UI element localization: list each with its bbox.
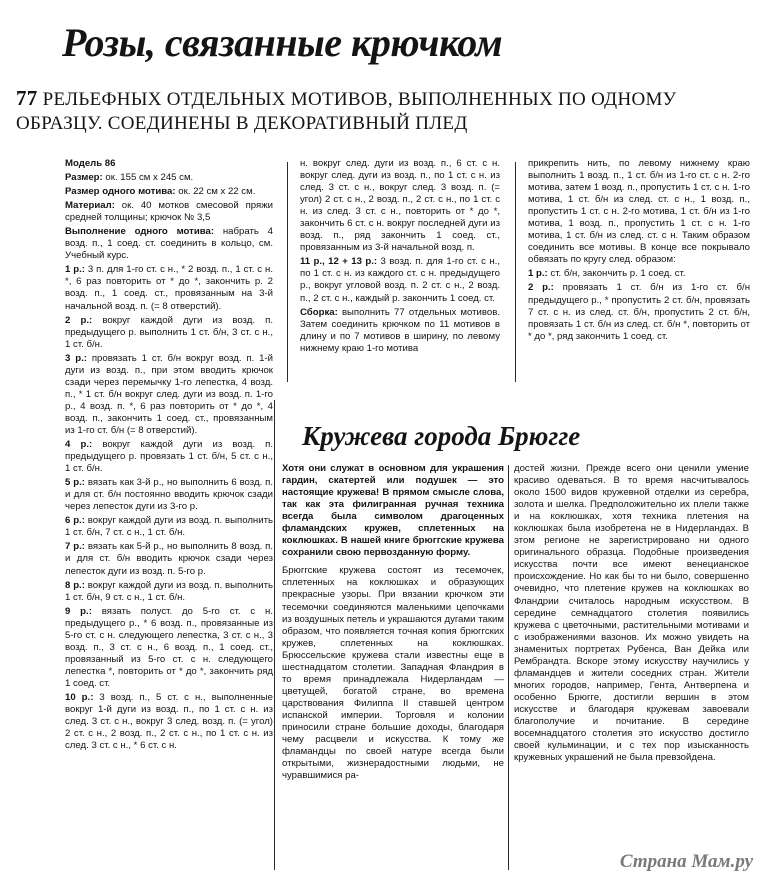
column-divider	[274, 400, 275, 870]
instruction-text: вокруг каждой дуги из возд. п. предыдущего р. провязать 1 ст. б/н, 5 ст. с н., 1 ст. б/н.	[65, 439, 273, 475]
instruction-paragraph	[528, 268, 750, 280]
instruction-label: 6 р.:	[65, 515, 85, 527]
instruction-paragraph	[65, 353, 273, 437]
instruction-label: 2 р.:	[65, 314, 93, 326]
instruction-text: провязать 1 ст. б/н вокруг возд. п. 1-й дуги из возд. п., при этом вводить крючок сзади через перемычку 1-го лепестка, 4 возд. п., * 1 ст. б/н вокруг след. дуги из возд. п. 1-го р., 4 возд. п. *, 6 раз повторить от * до *, 4 возд. п., закончить 1 соед. ст., провязанным из 1-го ст. б/н (= 8 отверстий).	[65, 352, 273, 436]
instruction-paragraph	[65, 200, 273, 224]
column-divider	[515, 162, 516, 382]
instruction-text: ок. 40 мотков смесовой пряжи средней толщины; крючок № 3,5	[65, 200, 273, 224]
column-divider	[508, 465, 509, 870]
page-subtitle	[16, 86, 751, 136]
instruction-text: ок. 22 см х 22 см.	[178, 186, 256, 198]
watermark-logo: Страна Мам.ру	[619, 851, 753, 872]
column-divider	[287, 162, 288, 382]
instruction-label: 10 р.:	[65, 691, 94, 703]
article-title: Кружева города Брюгге	[302, 421, 581, 451]
instruction-text: выполнить 77 отдельных мотивов. Затем соединить крючком по 11 мотивов в длину и по 7 мотивов в ширину, по левому нижнему краю 1-го мотива	[300, 306, 500, 354]
instruction-paragraph	[65, 439, 273, 475]
instruction-text: вязать полуст. до 5-го ст. с н. предыдущего р., * 6 возд. п., провязанные из 5-го ст. с н. следующего лепестка, 3 ст. с н., 3 возд. п., 3 ст. с н., 6 возд. п., 1 соед. ст., провязанный из 5-го ст. с н. следующего лепестка *, повторить от * до *, закончить ряд 1 соед. ст.	[65, 605, 273, 689]
page-title: Розы, связанные крючком	[62, 20, 503, 65]
instruction-label: 11 р., 12 + 13 р.:	[300, 256, 378, 268]
instruction-text: ст. б/н, закончить р. 1 соед. ст.	[550, 268, 686, 280]
subtitle-number: 77	[16, 86, 38, 110]
instruction-text: вокруг каждой дуги из возд. п. выполнить 1 ст. б/н, 7 ст. с н., 1 ст. б/н.	[65, 515, 273, 539]
instructions-column-3	[528, 158, 750, 398]
instructions-column-2	[300, 158, 500, 398]
article-column-1	[282, 463, 504, 875]
instruction-text: вокруг каждой дуги из возд. п. выполнить 1 ст. б/н, 9 ст. с н., 1 ст. б/н.	[65, 579, 273, 603]
instruction-label: 1 р.:	[528, 268, 548, 280]
instruction-label: 3 р.:	[65, 352, 87, 364]
instruction-label: Модель 86	[65, 158, 116, 169]
instruction-paragraph	[300, 158, 500, 254]
article-body-1: Брюггские кружева состоят из тесемочек, сплетенных на коклюшках и образующих прекрасные узоры. При вязании крючком эти тесемочки соединяются маленькими цепочками из воздушных петель и украшаются дугами таким образом, что появляется точная копия брюггских кружев, сплетенных на коклюшках. Брюссельские кружева стали известны еще в шестнадцатом столетии. Западная Фландрия в то время принадлежала Нидерландам — цветущей, богатой стране, во времена царствования Филиппа II ставшей центром испанской империи. Торговля и колонии приносили стране большие доходы, благодаря чему расцвели и искусства. К тому же фламандцы по своей натуре всегда были открытыми, жизнерадостными людьми, не чуравшимися ра-	[282, 565, 504, 782]
instruction-paragraph	[65, 541, 273, 577]
instruction-paragraph	[65, 226, 273, 262]
instruction-text: н. вокруг след. дуги из возд. п., 6 ст. с н. вокруг след. дуги из возд. п., по 1 ст. с н. из след. 3 ст. с н., вокруг след. 3 возд. п. (= угол) 2 ст. с н., 2 возд. п., 2 ст. с н., по 1 ст. с н. из след. 3 ст. с н., повторить от * до *, закончить 6 ст. с н. вокруг последней дуги из возд. п., ряд закончить 1 соед. ст., провязанным из 3-й начальной возд. п.	[300, 158, 500, 254]
instruction-text: прикрепить нить, по левому нижнему краю выполнить 1 возд. п., 1 ст. б/н из 1-го ст. с н. 2-го мотива, затем 1 возд. п., пропустить 1 ст. с н. 1-го мотива, 1 ст. б/н из след. ст. с н., 1 возд. п., пропустить 1 ст. с н. 2-го мотива, 1 ст. б/н из 1-го мотива, 1 возд. п., пропустить 1 ст. с н. 1-го мотива, 1 ст. б/н из след. ст. с н. Таким образом соединить все мотивы. В конце все покрывало обвязать по кругу след. образом:	[528, 158, 750, 266]
instruction-paragraph	[65, 172, 273, 184]
instruction-label: 9 р.:	[65, 605, 92, 617]
instruction-paragraph	[65, 186, 273, 198]
instruction-text: 3 п. для 1-го ст. с н., * 2 возд. п., 1 ст. с н. *, 6 раз повторить от * до *, закончить р. 2 возд. п., 1 соед. ст., провязанным на 3-й начальной возд. п. (= 8 отверстий).	[65, 264, 273, 312]
instruction-text: провязать 1 ст. б/н из 1-го ст. б/н предыдущего р., * пропустить 2 ст. б/н, провязать 7 ст. с н. из след. ст. б/н, пропустить 2 ст. б/н, провязать 1 ст. б/н из след. ст. б/н *, повторить от * до *, ряд закончить 1 соед. ст.	[528, 282, 750, 342]
instruction-label: 7 р.:	[65, 541, 85, 553]
instruction-label: Выполнение одного мотива:	[65, 226, 215, 238]
instruction-text: 3 возд. п., 5 ст. с н., выполненные вокруг 1-й дуги из возд. п., по 1 ст. с н. из след. 3 ст. с н., вокруг 3 след. возд. п. (= угол) 2 ст. с н., 2 возд. п., 2 ст. с н., по 1 ст. с н. из след. 3 ст. с н., * 6 ст. с н.	[65, 691, 273, 752]
subtitle-text: РЕЛЬЕФНЫХ ОТДЕЛЬНЫХ МОТИВОВ, ВЫПОЛНЕННЫХ ПО ОДНОМУ ОБРАЗЦУ. СОЕДИНЕНЫ В ДЕКОРАТИВНЫЙ ПЛЕД	[16, 89, 677, 134]
instruction-paragraph	[65, 692, 273, 752]
article-body-2: достей жизни. Прежде всего они ценили умение красиво одеваться. В то время насчитывалось около 1500 видов кружевной отделки из серебра, золота и шелка. Предположительно их плели также и на коклюшках, хотя техника плетения на коклюшках была изобретена не в Нидерландах. В этом регионе не зарегистрировано ни одного оригинального образца. Подобные произведения искусства почти все имеют венецианское происхождение. Но как бы то ни было, совершенно очевидно, что плетение кружев на коклюшках во Фландрии считалось народным искусством. В середине семнадцатого столетия появились кружева с цветочными, растительными мотивами и с изображениями вазонов. Их можно увидеть на знаменитых портретах Рубенса, Ван Дейка или Рембрандта. Вскоре этому искусству научились у фламандцев и жители соседних стран. Жители многих городов, например, Гента, Антверпена и особенно Брюгге, достигли вершин в этом искусстве и благодаря кружевам завоевали благополучие и почитание. В середине восемнадцатого столетия это искусство достигло своей кульминации, и с тех пор изысканность кружевных украшений не была превзойдена.	[514, 463, 749, 764]
instruction-label: Сборка:	[300, 306, 338, 318]
instruction-text: ок. 155 см х 245 см.	[105, 172, 194, 184]
instruction-paragraph	[65, 580, 273, 604]
instruction-label: 5 р.:	[65, 477, 85, 489]
instructions-column-1	[65, 158, 273, 874]
article-column-2	[514, 463, 749, 875]
instruction-text: 3 возд. п. для 1-го ст. с н., по 1 ст. с н. из каждого ст. с н. предыдущего р., вокруг угловой возд. п. 2 ст. с н., 2 возд. п., 2 ст. с н., каждый р. закончить 1 соед. ст.	[300, 256, 500, 304]
instruction-paragraph	[65, 264, 273, 312]
instruction-label: Материал:	[65, 200, 115, 212]
instruction-paragraph	[300, 256, 500, 304]
instruction-label: 2 р.:	[528, 282, 554, 294]
instruction-paragraph	[65, 158, 273, 170]
instruction-paragraph	[300, 307, 500, 355]
instruction-paragraph	[65, 606, 273, 690]
instruction-label: 1 р.:	[65, 264, 85, 276]
instruction-text: вязать как 5-й р., но выполнить 8 возд. п. и для ст. б/н вводить крючок сзади через лепесток дуги из возд. п. 5-го р.	[65, 541, 273, 577]
instruction-paragraph	[65, 315, 273, 351]
instruction-paragraph	[65, 477, 273, 513]
instruction-label: 4 р.:	[65, 439, 93, 451]
instruction-label: Размер:	[65, 172, 103, 184]
instruction-paragraph	[528, 282, 750, 342]
instruction-text: вокруг каждой дуги из возд. п. предыдущего р. выполнить 1 ст. б/н, 3 ст. с н., 1 ст. б/н.	[65, 314, 273, 350]
instruction-text: вязать как 3-й р., но выполнить 6 возд. п. и для ст. б/н постоянно вводить крючок сзади через лепесток дуги из 3-го р.	[65, 477, 273, 513]
instruction-paragraph	[528, 158, 750, 266]
instruction-label: Размер одного мотива:	[65, 186, 176, 198]
instruction-paragraph	[65, 515, 273, 539]
instruction-label: 8 р.:	[65, 579, 85, 591]
instruction-text: набрать 4 возд. п., 1 соед. ст. соединить в кольцо, см. Учебный курс.	[65, 226, 273, 262]
article-lead: Хотя они служат в основном для украшения гардин, скатертей или подушек — это настоящие кружева! В прямом смысле слова, так как эта филигранная ручная техника всегда была символом драгоценных фламандских кружев, сплетенных на коклюшках. В нашей книге брюггские кружева сохранили свою первозданную форму.	[282, 463, 504, 559]
